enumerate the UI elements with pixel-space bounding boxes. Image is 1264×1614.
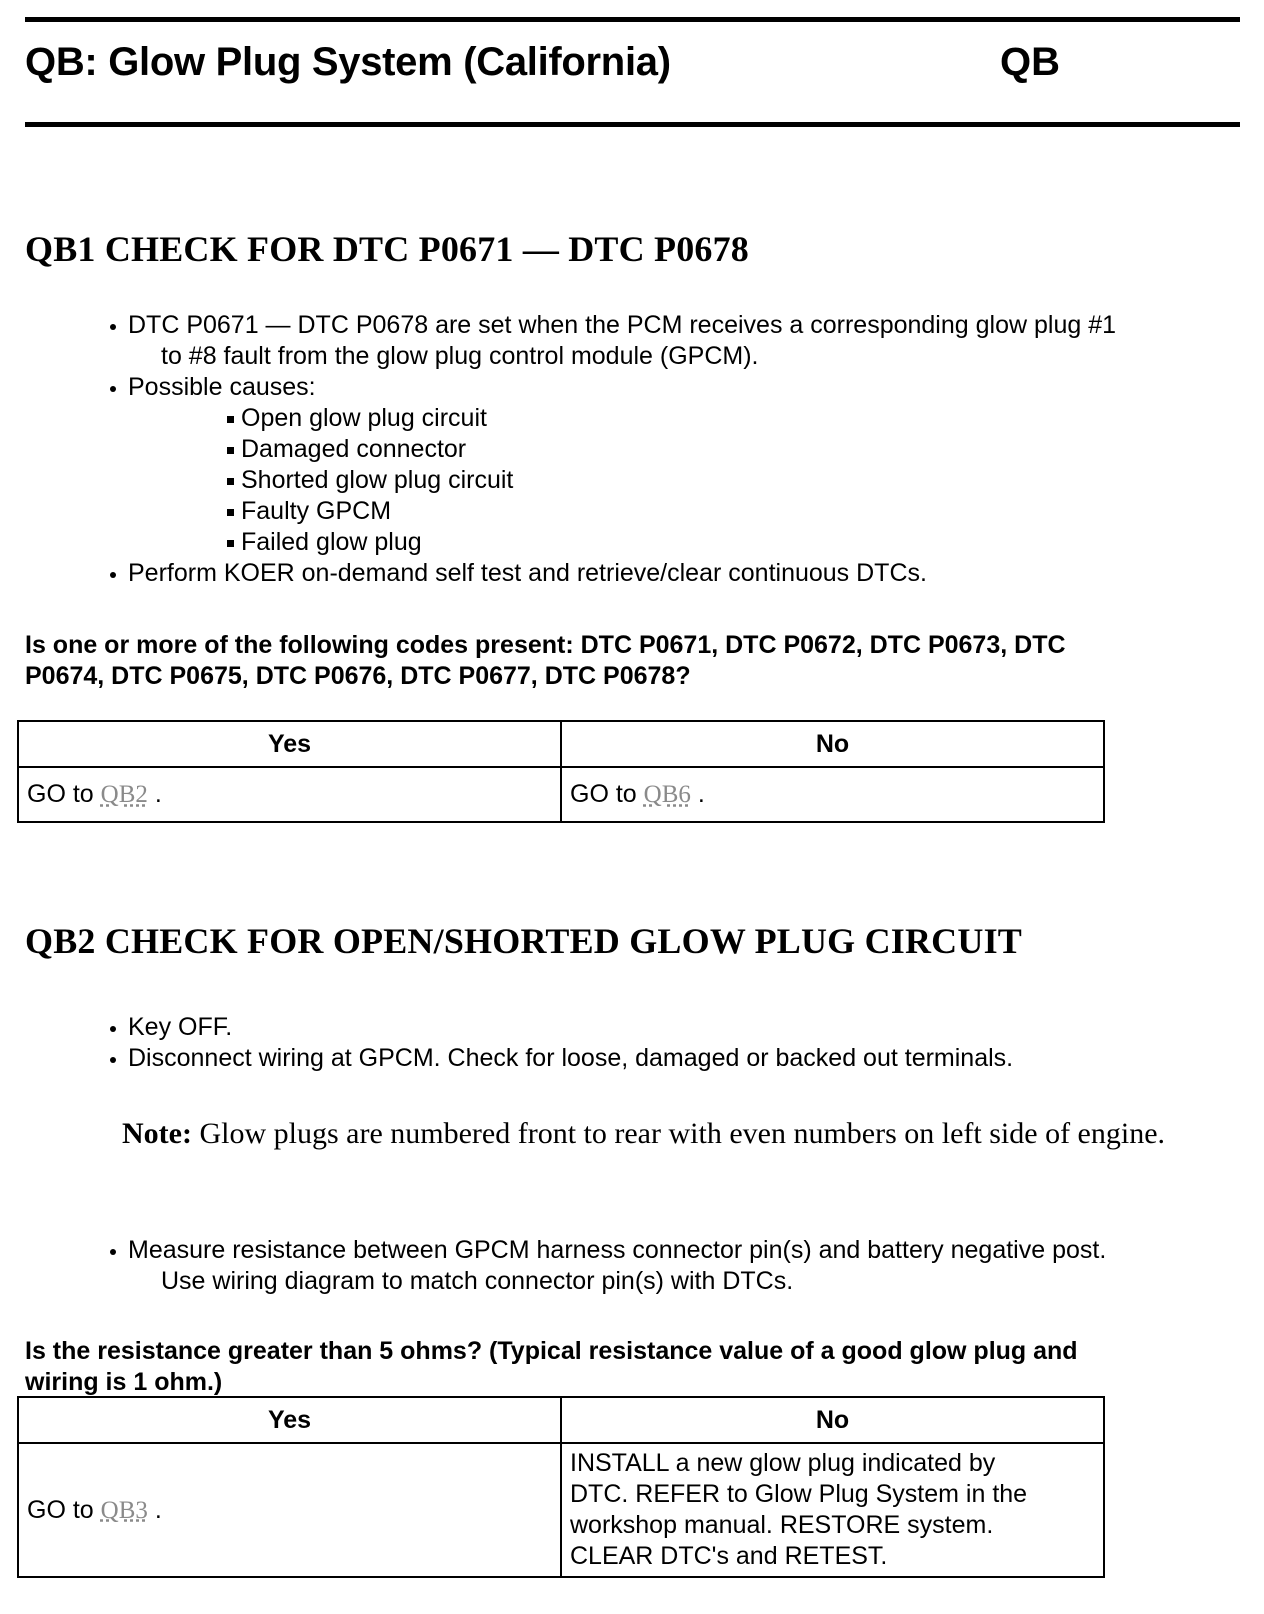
table-row bbox=[18, 767, 1104, 822]
qb2-no-line4: CLEAR DTC's and RETEST. bbox=[570, 1542, 888, 1570]
go-to-label: GO to bbox=[27, 1495, 94, 1524]
qb1-bullet3: Perform KOER on-demand self test and retrieve/clear continuous DTCs. bbox=[128, 559, 927, 587]
qb1-bullet2: Possible causes: bbox=[128, 373, 316, 401]
qb1-title: QB1 CHECK FOR DTC P0671 — DTC P0678 bbox=[25, 229, 750, 269]
qb2-bullet3-line2: Use wiring diagram to match connector pin(s) with DTCs. bbox=[161, 1267, 794, 1295]
qb2-yes-cell bbox=[18, 1443, 561, 1577]
bullet-icon bbox=[110, 572, 116, 578]
list-item bbox=[108, 372, 1116, 558]
table-header-row bbox=[18, 1397, 1104, 1443]
note-block bbox=[122, 1114, 1182, 1153]
yes-header: Yes bbox=[18, 1397, 561, 1443]
qb1-no-cell bbox=[561, 767, 1104, 822]
list-item bbox=[108, 1235, 1106, 1297]
square-bullet-icon bbox=[227, 509, 234, 516]
qb1-question-line2: P0674, DTC P0675, DTC P0676, DTC P0677, DTC P0678? bbox=[25, 662, 691, 690]
qb1-bullet1-line1: DTC P0671 — DTC P0678 are set when the PCM receives a corresponding glow plug #1 bbox=[128, 311, 1117, 339]
square-bullet-icon bbox=[227, 416, 234, 423]
qb2-bullet3-line1: Measure resistance between GPCM harness connector pin(s) and battery negative post. bbox=[128, 1236, 1107, 1264]
bullet-icon bbox=[110, 1057, 116, 1063]
qb2-title: QB2 CHECK FOR OPEN/SHORTED GLOW PLUG CIRCUIT bbox=[25, 921, 1022, 961]
period: . bbox=[154, 1495, 162, 1524]
table-header-row bbox=[18, 721, 1104, 767]
causes-list bbox=[128, 403, 1116, 558]
qb2-question-line2: wiring is 1 ohm.) bbox=[25, 1368, 223, 1396]
cause-item: Faulty GPCM bbox=[241, 497, 392, 525]
list-item bbox=[108, 558, 1116, 589]
header-top-rule bbox=[25, 17, 1240, 22]
period: . bbox=[697, 780, 705, 808]
list-item bbox=[108, 1043, 1013, 1074]
square-bullet-icon bbox=[227, 540, 234, 547]
cause-item: Open glow plug circuit bbox=[241, 404, 487, 432]
qb2-no-line3: workshop manual. RESTORE system. bbox=[570, 1511, 994, 1539]
table-row bbox=[18, 1443, 1104, 1577]
qb2-question-line1: Is the resistance greater than 5 ohms? (Typical resistance value of a good glow plug and bbox=[25, 1337, 1078, 1365]
no-header: No bbox=[561, 721, 1104, 767]
qb2-question bbox=[25, 1336, 1225, 1398]
qb2-bullet1: Key OFF. bbox=[128, 1013, 233, 1041]
qb1-yes-cell bbox=[18, 767, 561, 822]
bullet-icon bbox=[110, 386, 116, 392]
bullet-icon bbox=[110, 1026, 116, 1032]
qb1-bullet-list bbox=[108, 310, 1116, 589]
qb6-link[interactable]: QB6 bbox=[643, 781, 691, 808]
qb2-answer-table bbox=[17, 1396, 1105, 1578]
cause-item: Failed glow plug bbox=[241, 528, 422, 556]
no-header: No bbox=[561, 1397, 1104, 1443]
note-label: Note: bbox=[122, 1117, 192, 1150]
qb2-no-line1: INSTALL a new glow plug indicated by bbox=[570, 1449, 996, 1477]
qb1-question-line1: Is one or more of the following codes present: DTC P0671, DTC P0672, DTC P0673, DTC bbox=[25, 631, 1066, 659]
go-to-label: GO to bbox=[27, 780, 94, 808]
list-item bbox=[108, 310, 1116, 372]
qb2-bullet-list bbox=[108, 1012, 1013, 1074]
yes-header: Yes bbox=[18, 721, 561, 767]
note-text: Glow plugs are numbered front to rear with even numbers on left side of engine. bbox=[199, 1117, 1166, 1150]
cause-item: Damaged connector bbox=[241, 435, 467, 463]
square-bullet-icon bbox=[227, 447, 234, 454]
cause-item: Shorted glow plug circuit bbox=[241, 466, 514, 494]
qb2-no-line2: DTC. REFER to Glow Plug System in the bbox=[570, 1480, 1028, 1508]
qb2-no-cell bbox=[561, 1443, 1104, 1577]
list-item bbox=[108, 1012, 1013, 1043]
list-item bbox=[225, 434, 1116, 465]
period: . bbox=[154, 780, 162, 808]
qb1-question bbox=[25, 630, 1225, 692]
square-bullet-icon bbox=[227, 478, 234, 485]
header-bottom-rule bbox=[25, 122, 1240, 127]
list-item bbox=[225, 527, 1116, 558]
list-item bbox=[225, 403, 1116, 434]
qb3-link[interactable]: QB3 bbox=[100, 1496, 148, 1524]
qb1-answer-table bbox=[17, 720, 1105, 823]
qb1-bullet1-line2: to #8 fault from the glow plug control module (GPCM). bbox=[161, 342, 759, 370]
go-to-label: GO to bbox=[570, 780, 637, 808]
qb2-link[interactable]: QB2 bbox=[100, 781, 148, 808]
list-item bbox=[225, 465, 1116, 496]
qb2-bullet2: Disconnect wiring at GPCM. Check for loose, damaged or backed out terminals. bbox=[128, 1044, 1014, 1072]
section-code: QB bbox=[1000, 40, 1060, 84]
page-title: QB: Glow Plug System (California) bbox=[25, 40, 671, 84]
bullet-icon bbox=[110, 1249, 116, 1255]
qb2-bullet-list-2 bbox=[108, 1235, 1106, 1297]
bullet-icon bbox=[110, 324, 116, 330]
list-item bbox=[225, 496, 1116, 527]
